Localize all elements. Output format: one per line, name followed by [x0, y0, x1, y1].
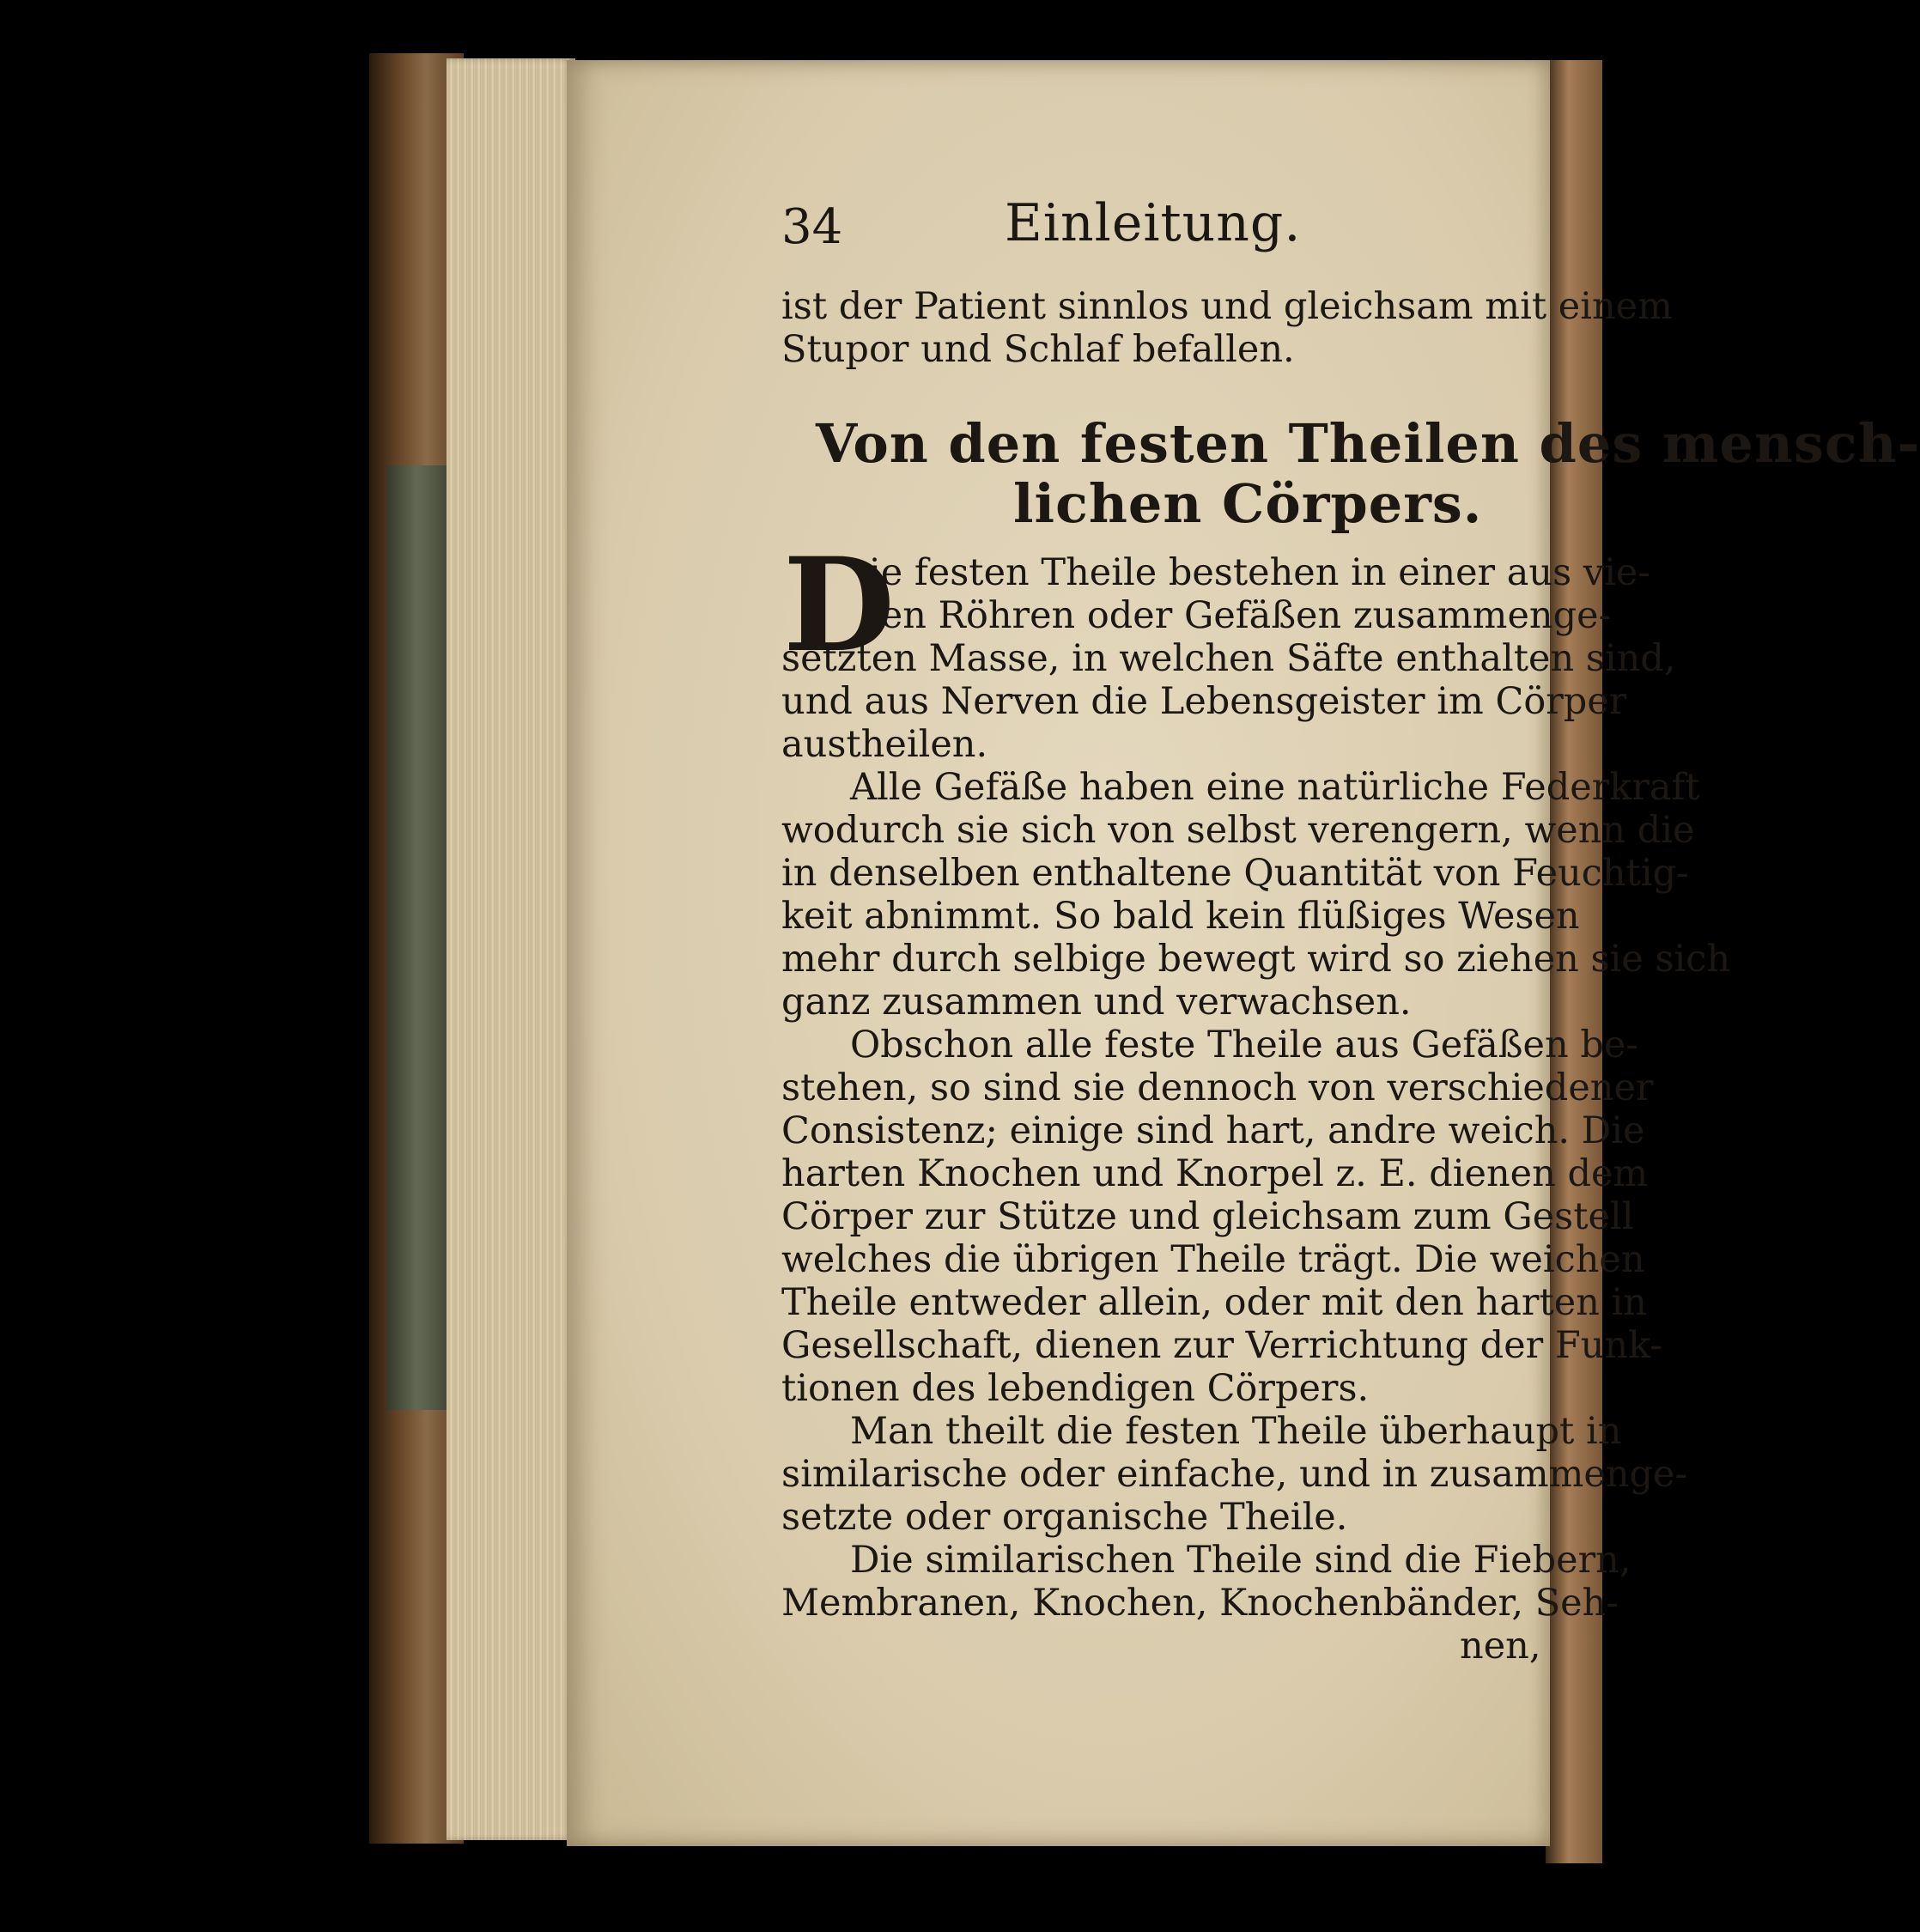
text-line: harten Knochen und Knorpel z. E. dienen dem	[781, 1152, 1649, 1195]
section-heading: lichen Cörpers.	[1013, 472, 1483, 535]
text-line: setzten Masse, in welchen Säfte enthalten sind,	[781, 637, 1676, 680]
text-line: Membranen, Knochen, Knochenbänder, Seh-	[781, 1582, 1619, 1625]
text-line: ie festen Theile bestehen in einer aus vie-	[869, 551, 1650, 594]
text-line: tionen des lebendigen Cörpers.	[781, 1367, 1370, 1410]
text-line: welches die übrigen Theile trägt. Die weichen	[781, 1238, 1645, 1281]
catchword: nen,	[1460, 1625, 1541, 1668]
text-line: Cörper zur Stütze und gleichsam zum Gestell	[781, 1195, 1634, 1238]
text-line: Obschon alle feste Theile aus Gefäßen be-	[850, 1024, 1638, 1066]
drop-cap: D	[783, 530, 896, 681]
book-page	[567, 60, 1920, 1846]
text-line: Gesellschaft, dienen zur Verrichtung der Funk-	[781, 1324, 1662, 1367]
text-line: len Röhren oder Gefäßen zusammenge-	[869, 594, 1612, 637]
text-line: setzte oder organische Theile.	[781, 1496, 1348, 1539]
page-edges	[447, 58, 575, 1840]
text-line: austheilen.	[781, 723, 988, 766]
section-heading: Von den festen Theilen des mensch-	[816, 412, 1920, 475]
text-line: keit abnimmt. So bald kein flüßiges Wesen	[781, 895, 1580, 938]
text-line: Theile entweder allein, oder mit den harten in	[781, 1281, 1648, 1324]
text-line: wodurch sie sich von selbst verengern, wenn die	[781, 809, 1695, 852]
text-line: ganz zusammen und verwachsen.	[781, 981, 1412, 1024]
text-line: similarische oder einfache, und in zusammenge-	[781, 1453, 1688, 1496]
text-line: in denselben enthaltene Quantität von Feuchtig-	[781, 852, 1689, 895]
text-line: Alle Gefäße haben eine natürliche Federkraft	[850, 766, 1700, 809]
text-line: Consistenz; einige sind hart, andre weich. Die	[781, 1109, 1645, 1152]
text-line: und aus Nerven die Lebensgeister im Cörper	[781, 680, 1627, 723]
page-number: 34	[781, 199, 843, 255]
text-line: mehr durch selbige bewegt wird so ziehen sie sich	[781, 938, 1731, 981]
text-line: stehen, so sind sie dennoch von verschiedener	[781, 1066, 1654, 1109]
text-line: Stupor und Schlaf befallen.	[781, 328, 1295, 371]
text-line: ist der Patient sinnlos und gleichsam mit einem	[781, 285, 1673, 328]
running-head: Einleitung.	[1005, 193, 1302, 253]
text-line: Man theilt die festen Theile überhaupt in	[850, 1410, 1622, 1453]
text-line: Die similarischen Theile sind die Fiebern,	[850, 1539, 1631, 1582]
